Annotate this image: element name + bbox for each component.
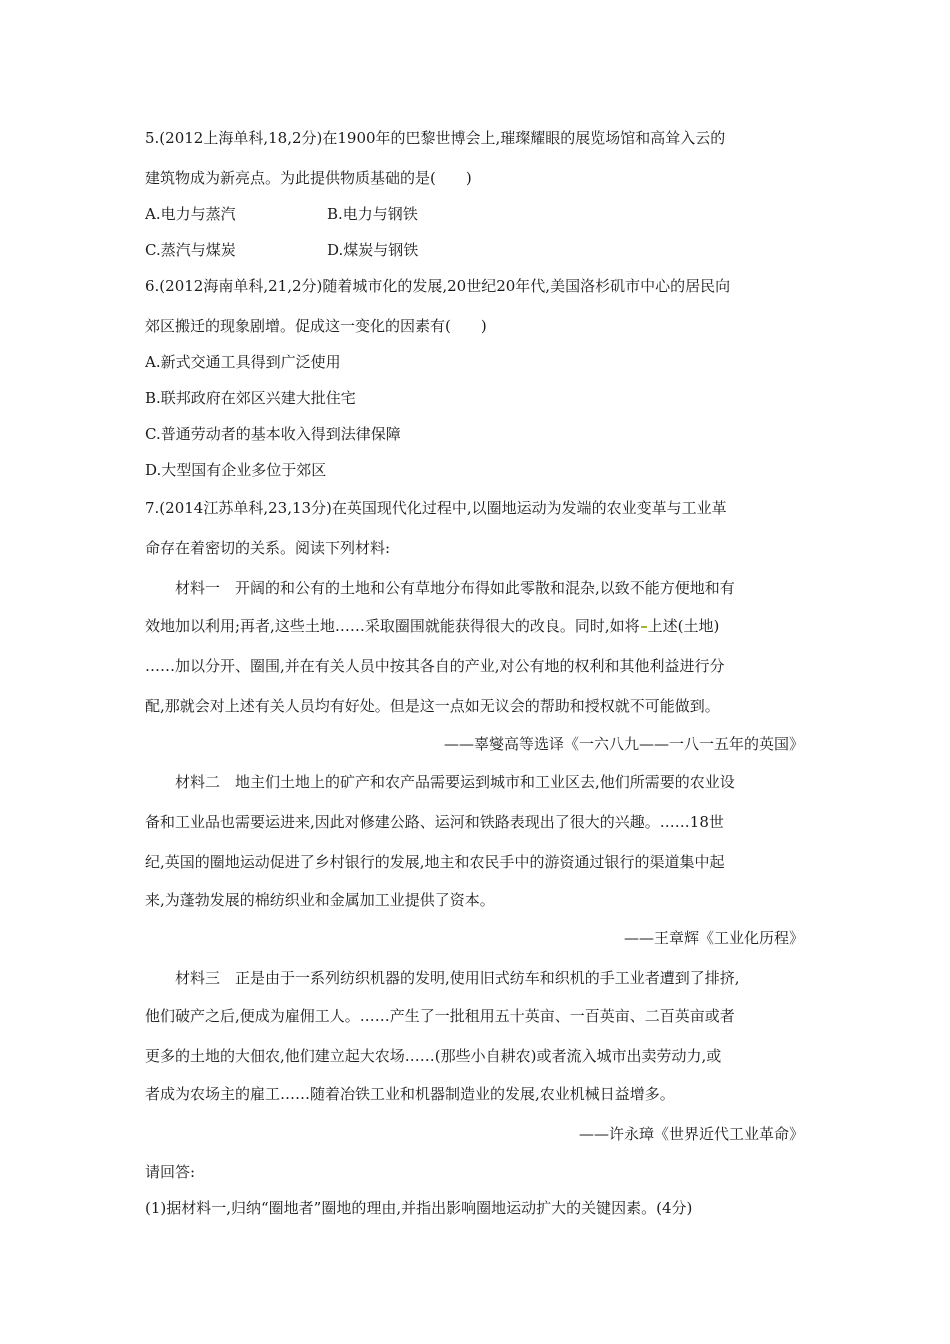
material2-line4: 来,为蓬勃发展的棉纺织业和金属加工业提供了资本。 [145, 891, 495, 909]
material1-line4: 配,那就会对上述有关人员均有好处。但是这一点如无议会的帮助和授权就不可能做到。 [145, 697, 720, 715]
q7-stem-line1: 7.(2014江苏单科,23,13分)在英国现代化过程中,以圈地运动为发端的农业变革与工业革 [145, 499, 727, 517]
material1-line2-part2: 上述(土地) [647, 617, 720, 635]
q7-stem-line2: 命存在着密切的关系。阅读下列材料: [145, 539, 391, 557]
material2-source: ——王章辉《工业化历程》 [623, 929, 804, 947]
q5-option-a: A.电力与蒸汽 [145, 205, 236, 223]
material2-line3: 纪,英国的圈地运动促进了乡村银行的发展,地主和农民手中的游资通过银行的渠道集中起 [145, 853, 725, 871]
q5-option-c: C.蒸汽与煤炭 [145, 241, 236, 259]
highlight-mark [641, 626, 647, 628]
q5-options-row1 [145, 204, 810, 224]
material1-line2-part1: 效地加以利用;再者,这些土地……采取圈围就能获得很大的改良。同时,如将 [145, 617, 640, 635]
q7-subquestion-1: (1)据材料一,归纳“圈地者”圈地的理由,并指出影响圈地运动扩大的关键因素。(4分) [145, 1199, 693, 1217]
answer-prompt: 请回答: [145, 1163, 196, 1181]
q5-option-d: D.煤炭与钢铁 [327, 241, 419, 259]
material3-line3: 更多的土地的大佃农,他们建立起大农场……(那些小自耕农)或者流入城市出卖劳动力,或 [145, 1047, 722, 1065]
q6-stem-line1: 6.(2012海南单科,21,2分)随着城市化的发展,20世纪20年代,美国洛杉矶市中心的居民向 [145, 277, 731, 295]
q5-stem-line1: 5.(2012上海单科,18,2分)在1900年的巴黎世博会上,璀璨耀眼的展览场馆和高耸入云的 [145, 129, 726, 147]
material3-line2: 他们破产之后,便成为雇佣工人。……产生了一批租用五十英亩、一百英亩、二百英亩或者 [145, 1007, 735, 1025]
q6-option-d: D.大型国有企业多位于郊区 [145, 461, 327, 479]
q6-option-c: C.普通劳动者的基本收入得到法律保障 [145, 425, 401, 443]
material1-line3: ……加以分开、圈围,并在有关人员中按其各自的产业,对公有地的权利和其他利益进行分 [145, 657, 725, 675]
material1-source: ——辜燮高等选译《一六八九——一八一五年的英国》 [443, 735, 804, 753]
material1-line2 [145, 616, 810, 636]
material2-line1: 材料二 地主们土地上的矿产和农产品需要运到城市和工业区去,他们所需要的农业设 [175, 773, 735, 791]
material3-source: ——许永璋《世界近代工业革命》 [578, 1125, 804, 1143]
q5-options-row2 [145, 240, 810, 260]
q6-option-b: B.联邦政府在郊区兴建大批住宅 [145, 389, 356, 407]
material3-line1: 材料三 正是由于一系列纺织机器的发明,使用旧式纺车和织机的手工业者遭到了排挤, [175, 969, 740, 987]
material2-line2: 备和工业品也需要运进来,因此对修建公路、运河和铁路表现出了很大的兴趣。……18世 [145, 813, 724, 831]
q6-option-a: A.新式交通工具得到广泛使用 [145, 353, 341, 371]
material1-line1: 材料一 开阔的和公有的土地和公有草地分布得如此零散和混杂,以致不能方便地和有 [175, 579, 735, 597]
q5-option-b: B.电力与钢铁 [327, 205, 418, 223]
material3-line4: 者成为农场主的雇工……随着冶铁工业和机器制造业的发展,农业机械日益增多。 [145, 1085, 675, 1103]
q5-stem-line2: 建筑物成为新亮点。为此提供物质基础的是( ) [145, 169, 472, 187]
q6-stem-line2: 郊区搬迁的现象剧增。促成这一变化的因素有( ) [145, 317, 487, 335]
